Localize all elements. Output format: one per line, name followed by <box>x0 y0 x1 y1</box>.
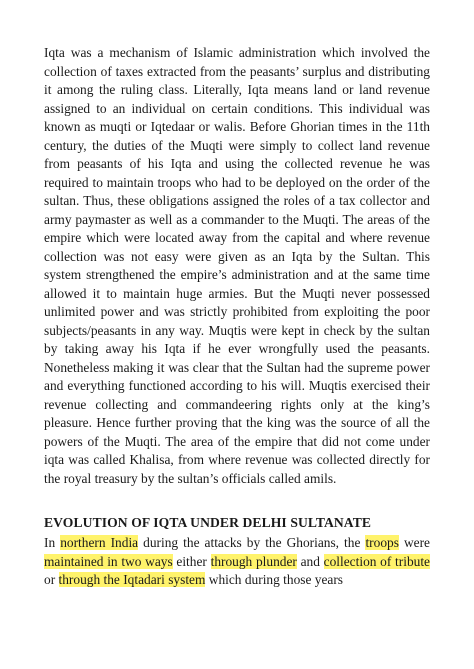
text-run: during the attacks by the Ghorians, the <box>138 535 366 550</box>
text-run: were <box>398 535 430 550</box>
highlighted-text: collection of tribute <box>323 553 430 569</box>
document-page <box>44 44 430 590</box>
highlighted-text: through plunder <box>210 553 297 569</box>
highlighted-text: troops <box>365 535 399 550</box>
highlighted-text: maintained in two ways <box>44 553 173 569</box>
text-run: either <box>172 553 211 569</box>
highlighted-text: through the Iqtadari system <box>58 572 206 587</box>
body-paragraph: Iqta was a mechanism of Islamic administration which involved the collection of taxes extracted from the peasants’ surplus and distributing it among the ruling class. Literally, Iqta means land or land revenue assigned to an individual on certain conditions. This individual was known as muqti or Iqtedaar or walis. Before Ghorian times in the 11th century, the duties of the Muqti were simply to collect land revenue from peasants of his Iqta and using the collected revenue he was required to maintain troops who had to be deployed on the order of the sultan. Thus, these obligations assigned the roles of a tax collector and army paymaster as well as a commander to the Muqti. The areas of the empire which were located away from the capital and where revenue collection was not easy were given as an Iqta by the Sultan. This system strengthened the empire’s administration and at the same time allowed it to maintain huge armies. But the Muqti never possessed unlimited power and was strictly prohibited from exploiting the poor subjects/peasants in any way. Muqtis were kept in check by the sultan by taking away his Iqta if he ever wrongfully used the peasants. Nonetheless making it was clear that the Sultan had the supreme power and everything functioned according to his will. Muqtis exercised their revenue collecting and commandeering rights only at the king’s pleasure. Hence further proving that the king was the source of all the powers of the Muqti. The area of the empire that did not come under iqta was called Khalisa, from where revenue was collected directly for the royal treasury by the sultan’s officials called amils. <box>44 45 430 486</box>
section-heading: EVOLUTION OF IQTA UNDER DELHI SULTANATE <box>44 515 372 530</box>
text-run: which during those years <box>205 572 344 587</box>
text-run: or <box>44 572 59 587</box>
body-paragraph-highlighted <box>44 534 430 590</box>
text-run: In <box>44 535 61 550</box>
text-run: and <box>296 553 324 569</box>
highlighted-text: northern India <box>60 535 139 550</box>
